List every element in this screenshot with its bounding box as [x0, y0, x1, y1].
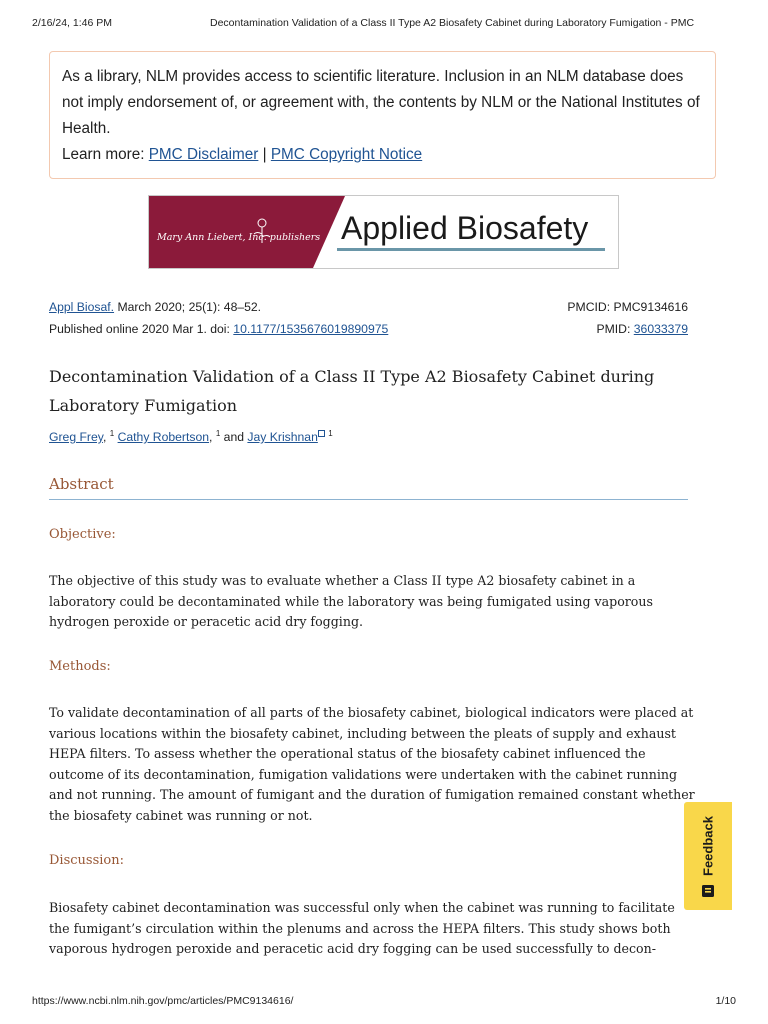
banner-rule — [337, 248, 605, 251]
print-url: https://www.ncbi.nlm.nih.gov/pmc/articles/PMC9134616/ — [32, 995, 294, 1007]
abstract-divider — [49, 499, 688, 500]
author-conjunction: and — [223, 430, 245, 445]
author-link[interactable]: Jay Krishnan — [247, 430, 318, 445]
pmid-link[interactable]: 36033379 — [633, 322, 688, 336]
citation-issue: March 2020; 25(1): 48–52. — [117, 300, 262, 314]
feedback-icon — [701, 884, 715, 898]
publisher-name: Mary Ann Liebert, Inc. publishers — [157, 232, 321, 243]
nlm-disclaimer-notice — [49, 51, 716, 179]
link-separator: | — [262, 146, 267, 163]
abstract-heading: Abstract — [49, 475, 114, 493]
journal-abbrev-link[interactable]: Appl Biosaf. — [49, 300, 115, 314]
discussion-heading: Discussion: — [49, 853, 124, 868]
print-date: 2/16/24, 1:46 PM — [32, 17, 112, 29]
author-link[interactable]: Cathy Robertson — [117, 430, 210, 445]
notice-learn-more — [62, 142, 703, 168]
pmc-disclaimer-link[interactable]: PMC Disclaimer — [148, 146, 259, 163]
author-affiliation: 1 — [109, 429, 115, 438]
email-icon[interactable] — [318, 430, 325, 437]
doi-link[interactable]: 10.1177/1535676019890975 — [233, 322, 389, 336]
published-line — [49, 322, 688, 338]
citation-line — [49, 300, 688, 316]
journal-banner-graphic — [149, 196, 618, 268]
feedback-button[interactable] — [684, 802, 732, 910]
print-page-number: 1/10 — [715, 995, 736, 1007]
objective-text: The objective of this study was to evaluate whether a Class II type A2 biosafety cabinet in a laboratory could be decontaminated while the laboratory was being fumigated using vaporous hydrogen peroxide or peracetic acid dry fogging. — [49, 573, 653, 630]
objective-heading: Objective: — [49, 527, 116, 542]
journal-name: Applied Biosafety — [341, 210, 589, 246]
journal-banner[interactable] — [148, 195, 619, 269]
print-header — [32, 17, 736, 31]
pmcid: PMCID: PMC9134616 — [567, 300, 688, 314]
feedback-label: Feedback — [700, 816, 716, 876]
learn-more-label: Learn more: — [62, 146, 145, 163]
notice-text: As a library, NLM provides access to scientific literature. Inclusion in an NLM database does not imply endorsement of, or agreement with, the contents by NLM or the National Institutes of Health. — [62, 68, 700, 137]
methods-heading: Methods: — [49, 659, 111, 674]
pmc-copyright-link[interactable]: PMC Copyright Notice — [270, 146, 423, 163]
discussion-text: Biosafety cabinet decontamination was successful only when the cabinet was running to facilitate the fumigant’s circulation within the plenums and across the HEPA filters. This study shows both vaporous hydrogen peroxide and peracetic acid dry fogging can be used successfully to decon- — [49, 900, 675, 957]
author-list: Greg Frey, $^1$ Cathy Robertson, $^1$ and Jay Krishnan $^1$ — [49, 429, 333, 445]
article-title: Decontamination Validation of a Class II Type A2 Biosafety Cabinet during Laboratory Fumigation — [49, 367, 655, 415]
pmid-label: PMID: — [596, 322, 631, 336]
methods-text: To validate decontamination of all parts of the biosafety cabinet, biological indicators were placed at various locations within the biosafety cabinet, including between the pleats of supply and exhaust HEPA filters. To assess whether the operational status of the biosafety cabinet influenced the outcome of its decontamination, fumigation validations were undertaken with the cabinet running and not running. The amount of fumigant and the duration of fumigation remained constant whether the biosafety cabinet was running or not. — [49, 705, 695, 823]
author-affiliation: 1 — [328, 429, 333, 438]
author-link[interactable]: Greg Frey — [49, 430, 103, 445]
author-affiliation: 1 — [215, 429, 221, 438]
print-title: Decontamination Validation of a Class II Type A2 Biosafety Cabinet during Laboratory Fumigation - PMC — [210, 17, 695, 29]
published-online: Published online 2020 Mar 1. doi: — [49, 322, 230, 336]
